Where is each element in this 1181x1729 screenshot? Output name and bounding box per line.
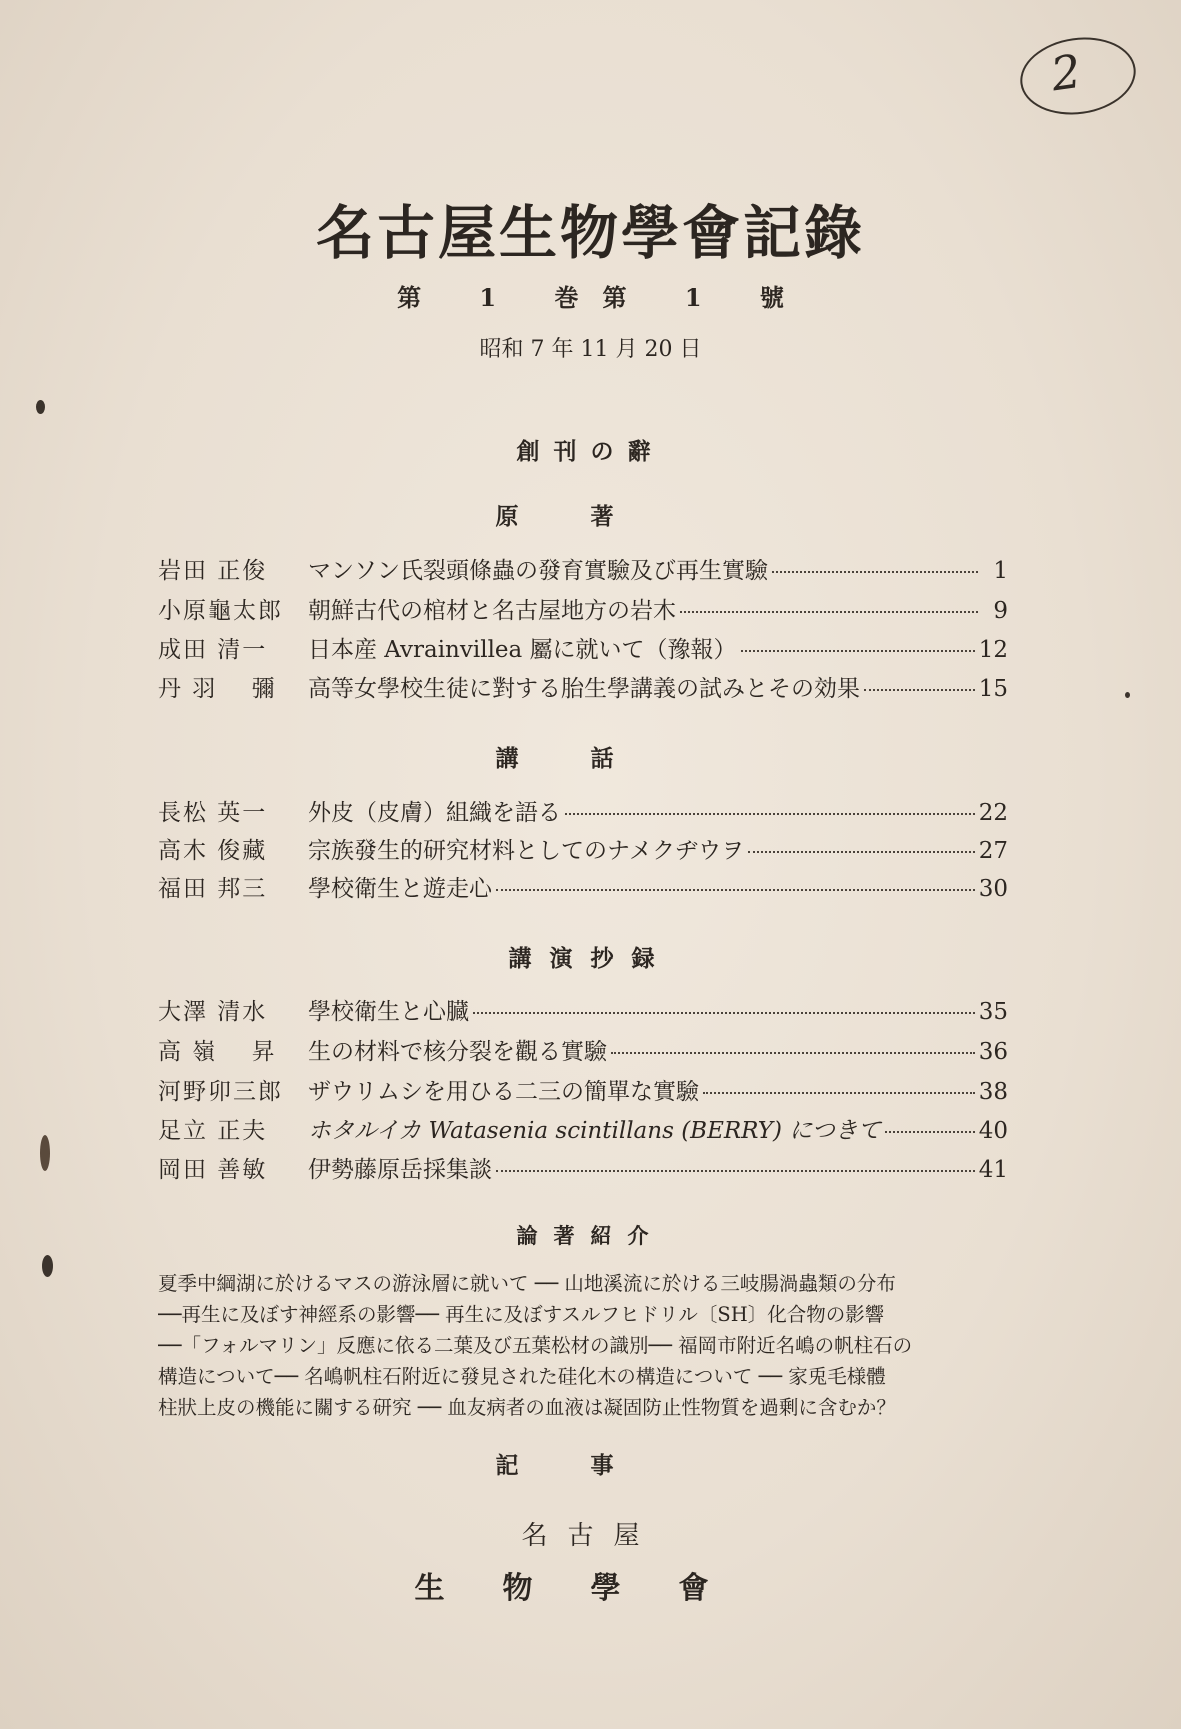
- review-line: 構造について── 名嶋帆柱石附近に發見された硅化木の構造について ── 家兎毛様體: [158, 1365, 886, 1388]
- toc-page: 1: [993, 558, 1008, 584]
- toc-leader: [885, 1131, 975, 1133]
- section-foreword: 創刊の辭: [516, 438, 665, 465]
- section-news: 記事: [495, 1452, 686, 1479]
- toc-entry[interactable]: [158, 832, 1008, 864]
- toc-title: 日本産 Avrainvillea 屬に就いて（豫報）: [308, 637, 737, 663]
- paper-spot: [40, 1135, 50, 1171]
- publisher-city: 名古屋: [521, 1521, 660, 1551]
- toc-page: 15: [978, 676, 1008, 702]
- toc-leader: [496, 1170, 975, 1172]
- toc-author: 成田 清一: [158, 637, 268, 663]
- toc-page: 36: [978, 1039, 1008, 1065]
- toc-author: 福田 邦三: [158, 876, 268, 902]
- paper-spot: [1125, 692, 1130, 698]
- toc-title: ホタルイカ Watasenia scintillans (BERRY) につきて: [308, 1118, 881, 1144]
- toc-page: 9: [993, 598, 1008, 624]
- review-line: ──「フォルマリン」反應に依る二葉及び五葉松材の識別── 福岡市附近名嶋の帆柱石の: [158, 1334, 913, 1357]
- toc-page: 12: [978, 637, 1008, 663]
- review-line: 夏季中綱湖に於けるマスの游泳層に就いて ── 山地溪流に於ける三岐腸渦蟲類の分布: [158, 1272, 896, 1295]
- toc-page: 27: [978, 838, 1008, 864]
- toc-title: ザウリムシを用ひる二三の簡單な實驗: [308, 1079, 699, 1105]
- section-reviews: 論著紹介: [516, 1223, 665, 1248]
- review-line: ──再生に及ぼす神經系の影響── 再生に及ぼすスルフヒドリル〔SH〕化合物の影響: [158, 1303, 885, 1326]
- toc-title: 伊勢藤原岳採集談: [308, 1157, 492, 1183]
- section-original-papers: 原著: [495, 503, 686, 530]
- toc-page: 35: [978, 999, 1008, 1025]
- paper-spot: [42, 1255, 53, 1277]
- toc-entry[interactable]: [158, 870, 1008, 902]
- toc-title: 外皮（皮膚）組織を語る: [308, 800, 561, 826]
- paper-spot: [36, 400, 45, 414]
- toc-page: 38: [978, 1079, 1008, 1105]
- toc-entry[interactable]: [158, 631, 1008, 663]
- toc-title: 學校衛生と遊走心: [308, 876, 492, 902]
- toc-author: 長松 英一: [158, 800, 268, 826]
- toc-page: 41: [978, 1157, 1008, 1183]
- toc-entry[interactable]: [158, 592, 1008, 624]
- toc-entry[interactable]: [158, 1073, 1008, 1105]
- toc-author: 小原龜太郎: [158, 598, 283, 624]
- toc-entry[interactable]: [158, 993, 1008, 1025]
- stamp-mark: 2: [1047, 43, 1085, 102]
- toc-author: 大澤 清水: [158, 999, 268, 1025]
- toc-page: 40: [978, 1118, 1008, 1144]
- toc-author: 高 嶺 昇: [158, 1039, 277, 1065]
- toc-title: 宗族發生的研究材料としてのナメクヂウヲ: [308, 838, 745, 864]
- journal-title: 名古屋生物學會記錄: [315, 199, 865, 267]
- toc-author: 河野卯三郎: [158, 1079, 283, 1105]
- toc-title: 生の材料で核分裂を觀る實驗: [308, 1039, 607, 1065]
- section-lectures: 講話: [495, 745, 686, 772]
- toc-leader: [473, 1012, 975, 1014]
- toc-author: 高木 俊藏: [158, 838, 268, 864]
- toc-leader: [748, 851, 975, 853]
- toc-entry[interactable]: [158, 552, 1008, 584]
- toc-title: 高等女學校生徒に對する胎生學講義の試みとその効果: [308, 676, 860, 702]
- review-line: 柱狀上皮の機能に關する研究 ── 血友病者の血液は凝固防止性物質を過剰に含むか？: [158, 1396, 896, 1419]
- toc-leader: [741, 650, 975, 652]
- toc-entry[interactable]: [158, 1112, 1008, 1144]
- toc-author: 足立 正夫: [158, 1118, 268, 1144]
- publisher-name: 生物學會: [414, 1571, 767, 1606]
- toc-entry[interactable]: [158, 1151, 1008, 1183]
- toc-leader: [703, 1092, 975, 1094]
- toc-page: 22: [978, 800, 1008, 826]
- toc-leader: [680, 611, 978, 613]
- volume-issue: 第 1 巻 第 1 號: [397, 283, 784, 312]
- handwritten-number-stamp: [1015, 30, 1140, 121]
- toc-leader: [864, 689, 975, 691]
- toc-leader: [565, 813, 975, 815]
- toc-title: マンソン氏裂頭條蟲の發育實驗及び再生實驗: [308, 558, 768, 584]
- toc-entry[interactable]: [158, 794, 1008, 826]
- toc-title: 學校衛生と心臓: [308, 999, 469, 1025]
- toc-entry[interactable]: [158, 670, 1008, 702]
- toc-title: 朝鮮古代の棺材と名古屋地方の岩木: [308, 598, 676, 624]
- toc-leader: [772, 571, 978, 573]
- reviews-list: [158, 1268, 1008, 1423]
- issue-date: 昭和 7 年 11 月 20 日: [479, 337, 702, 362]
- toc-author: 岩田 正俊: [158, 558, 268, 584]
- toc-leader: [611, 1052, 975, 1054]
- toc-page: 30: [978, 876, 1008, 902]
- toc-author: 丹 羽 彌: [158, 676, 277, 702]
- toc-author: 岡田 善敏: [158, 1157, 268, 1183]
- toc-entry[interactable]: [158, 1033, 1008, 1065]
- section-talks: 講演抄録: [508, 945, 673, 972]
- toc-leader: [496, 889, 975, 891]
